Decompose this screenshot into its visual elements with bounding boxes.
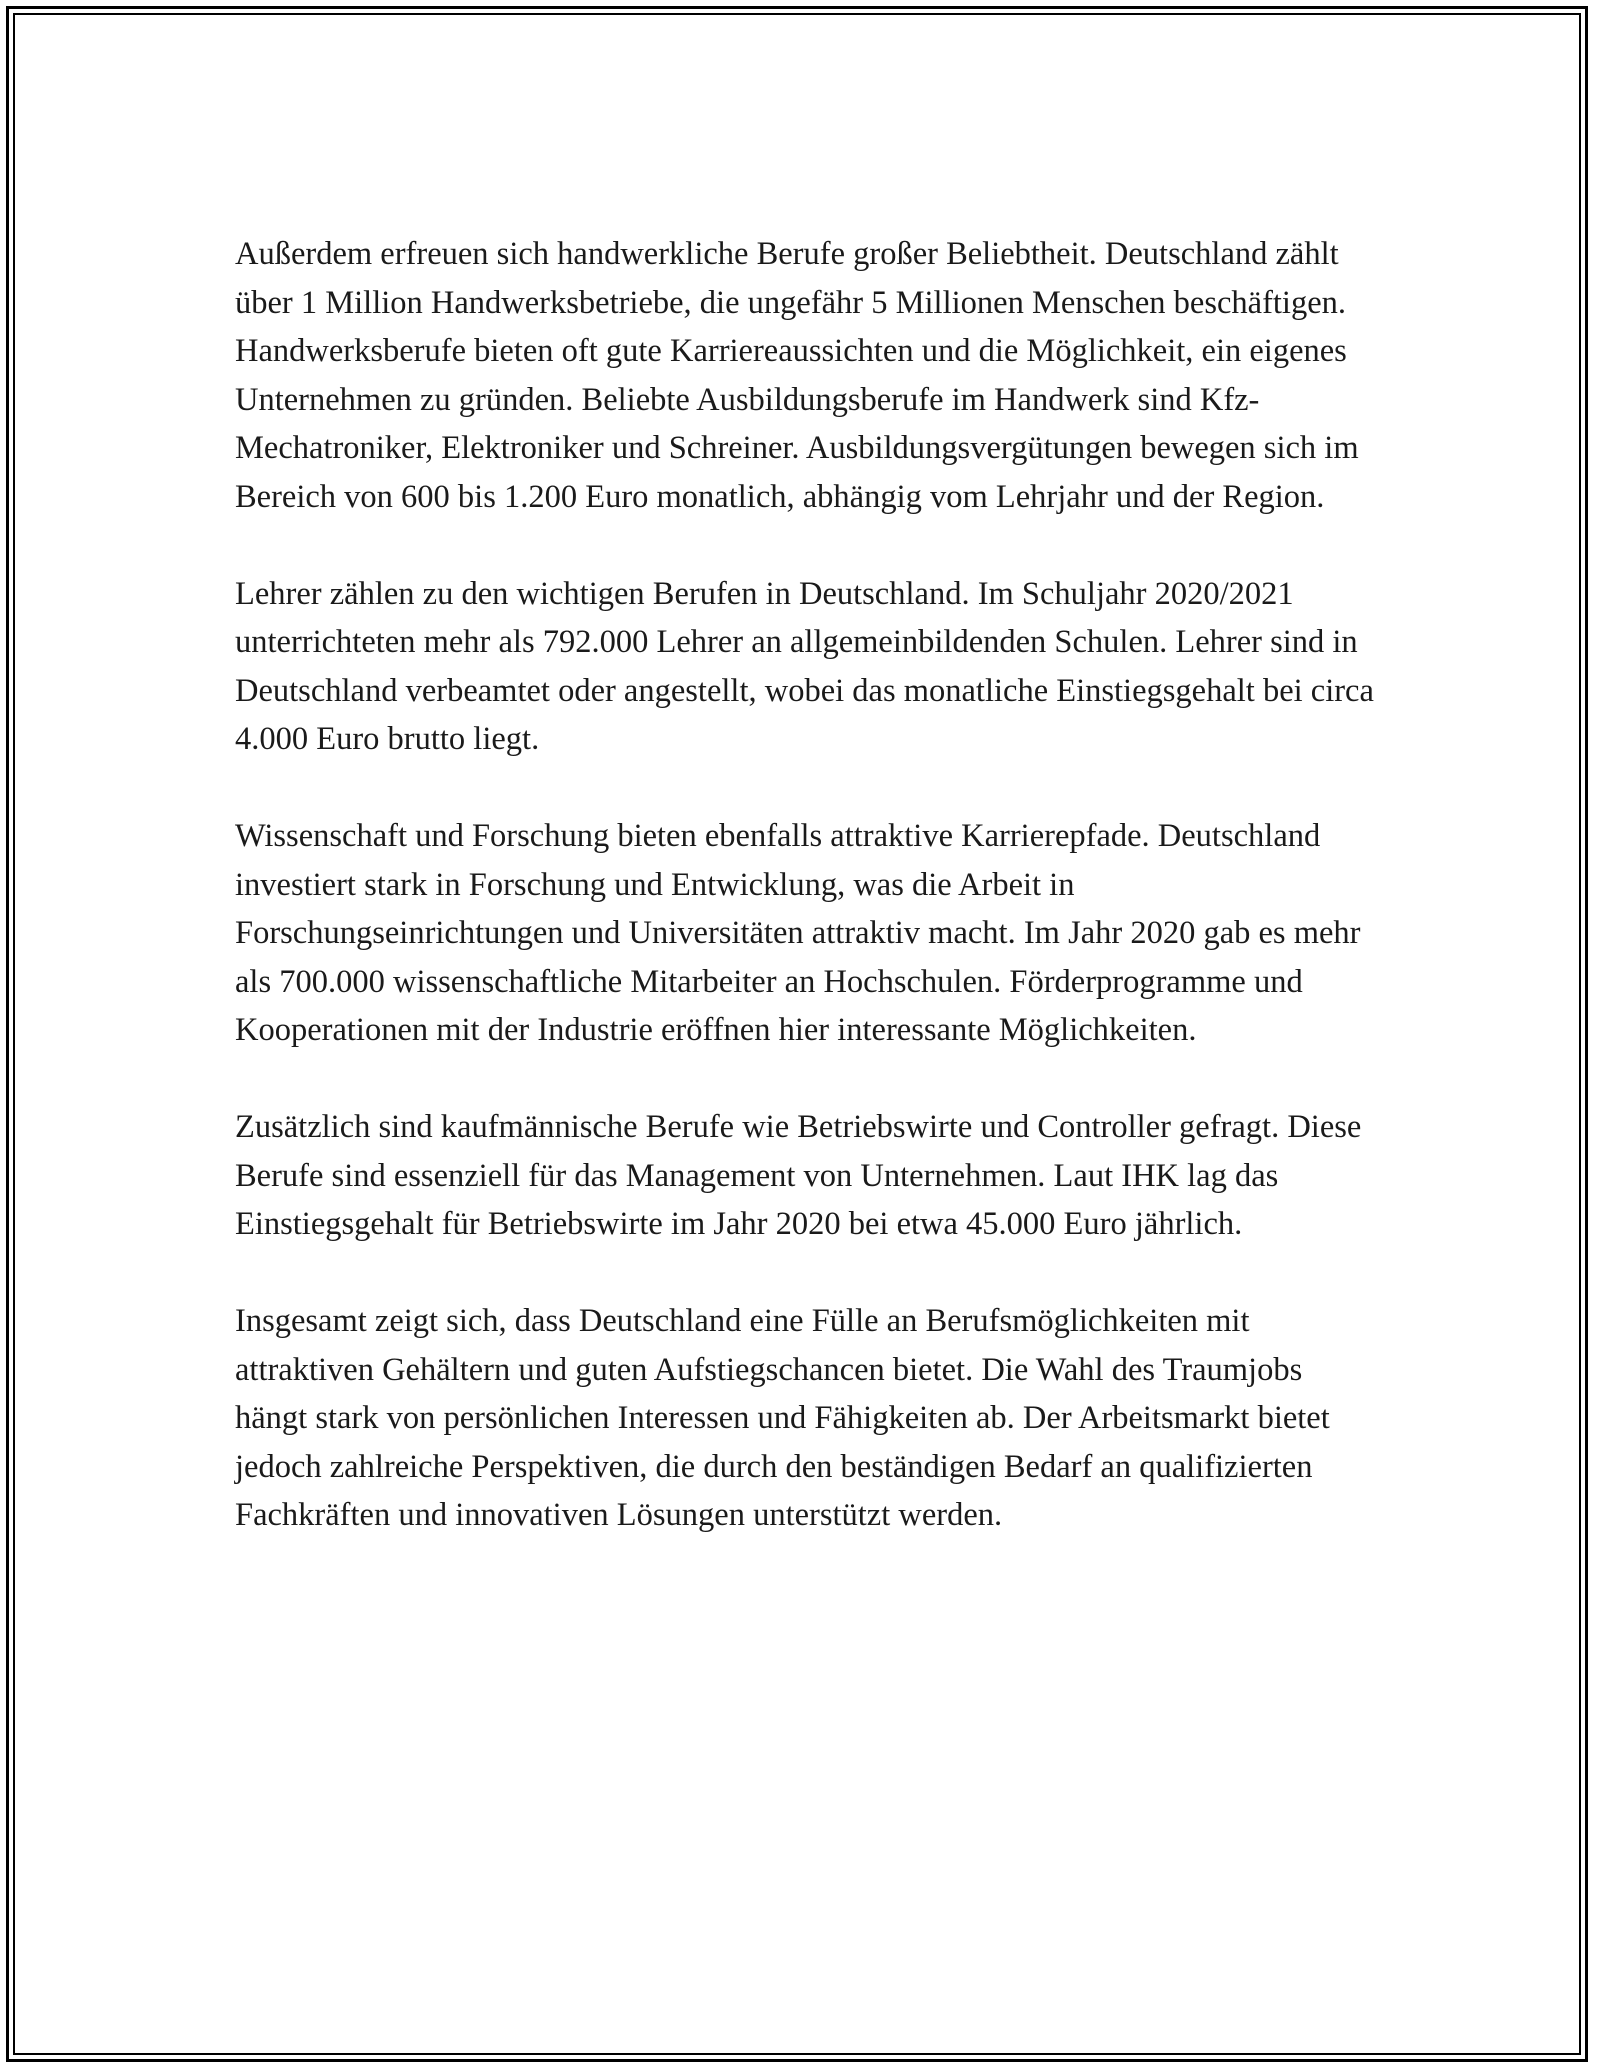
document-body <box>235 230 1375 1540</box>
paragraph-commercial-professions: Zusätzlich sind kaufmännische Berufe wie Betriebswirte und Controller gefragt. Diese Berufe sind essenziell für das Management von Unternehmen. Laut IHK lag das Einstiegsgehalt für Betriebswirte im Jahr 2020 bei etwa 45.000 Euro jährlich. <box>235 1109 1362 1242</box>
paragraph-teachers: Lehrer zählen zu den wichtigen Berufen in Deutschland. Im Schuljahr 2020/2021 unterrichteten mehr als 792.000 Lehrer an allgemeinbildenden Schulen. Lehrer sind in Deutschland verbeamtet oder angestellt, wobei das monatliche Einstiegsgehalt bei circa 4.000 Euro brutto liegt. <box>235 575 1374 757</box>
paragraph-craft-professions: Außerdem erfreuen sich handwerkliche Berufe großer Beliebtheit. Deutschland zählt über 1 Million Handwerksbetriebe, die ungefähr 5 Millionen Menschen beschäftigen. Handwerksberufe bieten oft gute Karriereaussichten und die Möglichkeit, ein eigenes Unternehmen zu gründen. Beliebte Ausbildungsberufe im Handwerk sind Kfz-Mechatroniker, Elektroniker und Schreiner. Ausbildungsvergütungen bewegen sich im Bereich von 600 bis 1.200 Euro monatlich, abhängig vom Lehrjahr und der Region. <box>235 236 1359 515</box>
paragraph-science-research: Wissenschaft und Forschung bieten ebenfalls attraktive Karrierepfade. Deutschland investiert stark in Forschung und Entwicklung, was die Arbeit in Forschungseinrichtungen und Universitäten attraktiv macht. Im Jahr 2020 gab es mehr als 700.000 wissenschaftliche Mitarbeiter an Hochschulen. Förderprogramme und Kooperationen mit der Industrie eröffnen hier interessante Möglichkeiten. <box>235 818 1361 1048</box>
paragraph-conclusion: Insgesamt zeigt sich, dass Deutschland eine Fülle an Berufsmöglichkeiten mit attraktiven Gehältern und guten Aufstiegschancen bietet. Die Wahl des Traumjobs hängt stark von persönlichen Interessen und Fähigkeiten ab. Der Arbeitsmarkt bietet jedoch zahlreiche Perspektiven, die durch den beständigen Bedarf an qualifizierten Fachkräften und innovativen Lösungen unterstützt werden. <box>235 1303 1330 1533</box>
